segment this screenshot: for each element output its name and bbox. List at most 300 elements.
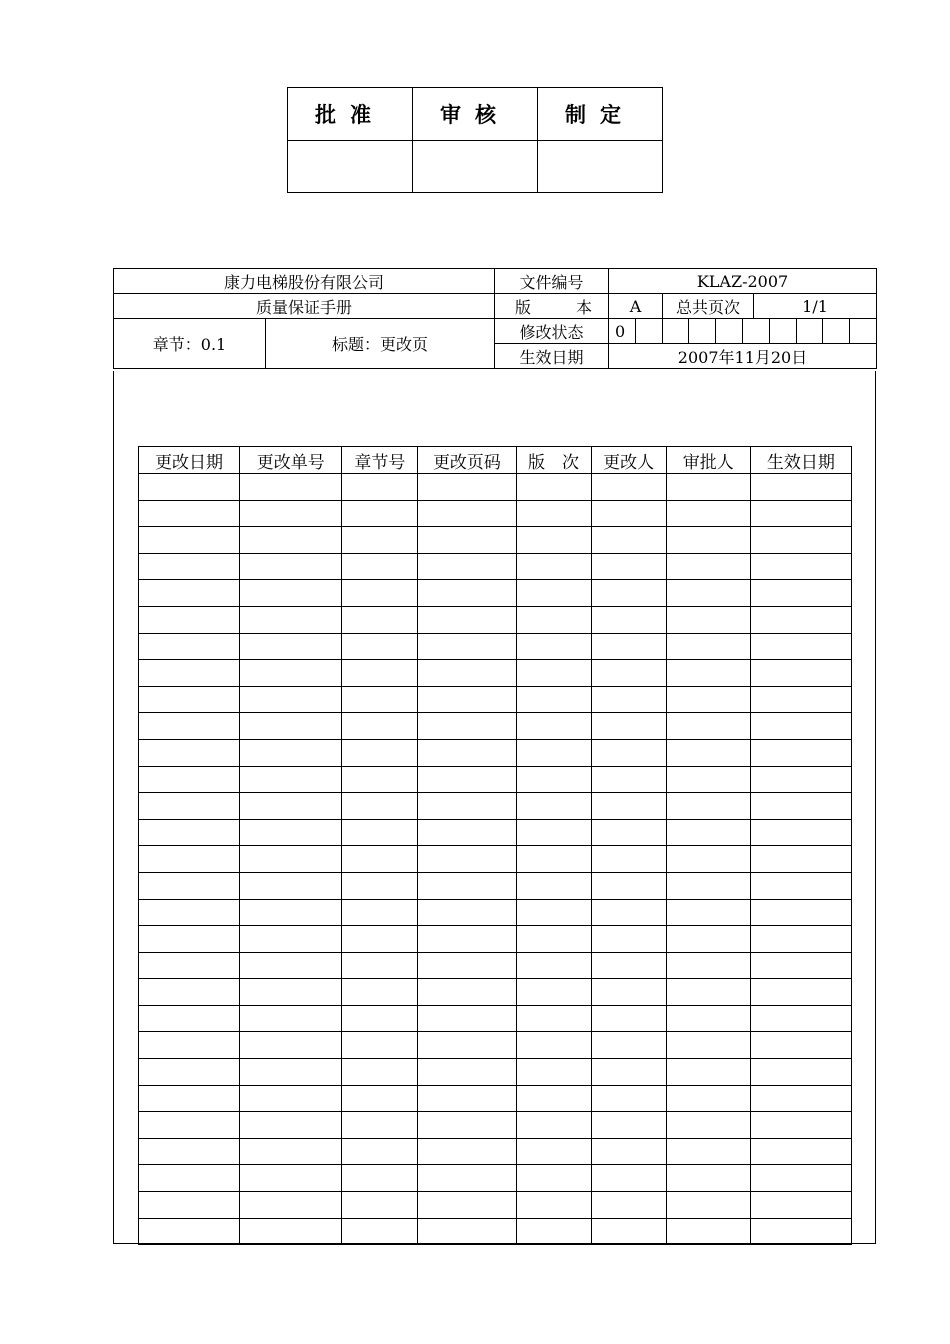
table-row [139,660,852,687]
table-cell[interactable] [516,606,591,633]
table-cell[interactable] [418,1085,516,1112]
table-cell[interactable] [516,739,591,766]
table-cell[interactable] [240,1059,342,1086]
table-cell[interactable] [591,739,666,766]
table-cell[interactable] [418,474,516,501]
table-cell[interactable] [591,872,666,899]
table-cell[interactable] [342,713,418,740]
table-row [139,686,852,713]
table-cell[interactable] [342,952,418,979]
table-cell[interactable] [666,819,750,846]
column-header: 版 次 [516,447,591,474]
table-cell[interactable] [591,899,666,926]
table-cell[interactable] [666,1032,750,1059]
version-label: 版 本 [495,294,609,319]
table-cell[interactable] [342,1218,418,1245]
table-cell[interactable] [666,1192,750,1219]
table-cell[interactable] [342,846,418,873]
table-cell[interactable] [750,739,851,766]
doc-no-value: KLAZ-2007 [609,269,877,294]
table-row [139,819,852,846]
table-cell[interactable] [666,686,750,713]
table-cell[interactable] [240,766,342,793]
table-cell[interactable] [750,686,851,713]
table-cell[interactable] [418,1005,516,1032]
table-row [139,1005,852,1032]
table-cell[interactable] [666,1085,750,1112]
table-cell[interactable] [240,1192,342,1219]
revision-box [849,319,876,343]
table-cell[interactable] [139,553,240,580]
company-name: 康力电梯股份有限公司 [114,269,495,294]
table-cell[interactable] [139,1218,240,1245]
table-cell[interactable] [240,979,342,1006]
table-cell[interactable] [418,766,516,793]
table-row [139,1138,852,1165]
table-cell[interactable] [591,926,666,953]
table-cell[interactable] [240,1032,342,1059]
table-row [139,1218,852,1245]
table-cell[interactable] [750,527,851,554]
prepare-sign-cell[interactable] [538,141,663,193]
table-row [139,713,852,740]
change-log-header [139,447,852,474]
table-cell[interactable] [418,872,516,899]
table-cell[interactable] [591,1059,666,1086]
table-cell[interactable] [342,739,418,766]
table-cell[interactable] [240,739,342,766]
table-cell[interactable] [516,819,591,846]
table-cell[interactable] [516,686,591,713]
table-cell[interactable] [342,580,418,607]
table-cell[interactable] [750,979,851,1006]
table-cell[interactable] [342,1138,418,1165]
table-row [139,553,852,580]
table-cell[interactable] [516,1138,591,1165]
table-cell[interactable] [750,1165,851,1192]
table-cell[interactable] [139,606,240,633]
table-cell[interactable] [342,872,418,899]
table-cell[interactable] [418,793,516,820]
table-cell[interactable] [240,899,342,926]
table-cell[interactable] [418,979,516,1006]
table-cell[interactable] [750,713,851,740]
table-cell[interactable] [666,1112,750,1139]
table-cell[interactable] [418,580,516,607]
table-cell[interactable] [139,1085,240,1112]
table-cell[interactable] [342,766,418,793]
table-cell[interactable] [516,766,591,793]
table-cell[interactable] [240,500,342,527]
table-cell[interactable] [139,686,240,713]
pages-label: 总共页次 [663,294,754,319]
table-cell[interactable] [666,1138,750,1165]
column-header: 生效日期 [750,447,851,474]
table-cell[interactable] [591,766,666,793]
table-cell[interactable] [418,553,516,580]
table-cell[interactable] [240,1112,342,1139]
table-row [139,500,852,527]
prepare-header: 制定 [538,88,663,141]
table-cell[interactable] [591,952,666,979]
table-row [139,527,852,554]
table-cell[interactable] [591,713,666,740]
table-cell[interactable] [139,979,240,1006]
review-sign-cell[interactable] [413,141,538,193]
table-cell[interactable] [342,500,418,527]
table-cell[interactable] [591,1192,666,1219]
table-cell[interactable] [240,713,342,740]
table-cell[interactable] [139,1165,240,1192]
table-cell[interactable] [591,1112,666,1139]
table-cell[interactable] [591,660,666,687]
table-cell[interactable] [666,580,750,607]
revision-box [635,319,662,343]
table-row [139,606,852,633]
table-cell[interactable] [418,1112,516,1139]
table-cell[interactable] [139,926,240,953]
table-cell[interactable] [591,793,666,820]
table-row [139,793,852,820]
table-cell[interactable] [516,846,591,873]
table-cell[interactable] [666,713,750,740]
table-cell[interactable] [342,926,418,953]
table-cell[interactable] [240,553,342,580]
table-cell[interactable] [591,606,666,633]
table-row [139,633,852,660]
revision-box: 0 [615,321,626,341]
table-cell[interactable] [342,1059,418,1086]
revision-label: 修改状态 [495,319,609,344]
table-cell[interactable] [240,686,342,713]
table-cell[interactable] [418,606,516,633]
table-cell[interactable] [139,500,240,527]
table-cell[interactable] [666,527,750,554]
table-cell[interactable] [418,1032,516,1059]
title-cell: 标题：更改页 [266,319,495,369]
table-cell[interactable] [240,926,342,953]
table-row [139,1032,852,1059]
table-cell[interactable] [516,1218,591,1245]
change-log-table [138,446,852,1245]
table-row [139,1112,852,1139]
table-cell[interactable] [139,899,240,926]
table-cell[interactable] [342,819,418,846]
table-cell[interactable] [666,952,750,979]
table-cell[interactable] [591,819,666,846]
table-cell[interactable] [139,660,240,687]
table-cell[interactable] [591,1218,666,1245]
table-cell[interactable] [139,633,240,660]
table-cell[interactable] [750,872,851,899]
table-cell[interactable] [591,1165,666,1192]
effective-date: 2007年11月20日 [609,344,877,369]
table-cell[interactable] [139,1059,240,1086]
table-cell[interactable] [342,660,418,687]
table-cell[interactable] [342,1112,418,1139]
table-cell[interactable] [418,819,516,846]
chapter-cell: 章节：0.1 [114,319,266,369]
table-cell[interactable] [342,1192,418,1219]
table-cell[interactable] [591,979,666,1006]
table-cell[interactable] [418,899,516,926]
table-cell[interactable] [750,793,851,820]
table-cell[interactable] [516,713,591,740]
table-cell[interactable] [139,739,240,766]
table-row [139,1165,852,1192]
table-cell[interactable] [240,606,342,633]
revision-box [822,319,849,343]
table-cell[interactable] [418,660,516,687]
table-cell[interactable] [418,952,516,979]
table-cell[interactable] [591,500,666,527]
table-cell[interactable] [240,1138,342,1165]
pages-value: 1/1 [754,294,877,319]
table-cell[interactable] [139,766,240,793]
table-cell[interactable] [516,979,591,1006]
table-cell[interactable] [750,1059,851,1086]
table-cell[interactable] [139,474,240,501]
table-cell[interactable] [516,872,591,899]
table-cell[interactable] [666,1218,750,1245]
table-cell[interactable] [342,1005,418,1032]
table-cell[interactable] [666,872,750,899]
table-cell[interactable] [342,686,418,713]
table-row [139,899,852,926]
table-row [139,580,852,607]
table-cell[interactable] [591,1085,666,1112]
table-cell[interactable] [666,926,750,953]
revision-box [662,319,689,343]
table-cell[interactable] [666,500,750,527]
table-cell[interactable] [418,527,516,554]
table-cell[interactable] [750,1085,851,1112]
table-cell[interactable] [516,500,591,527]
effective-label: 生效日期 [495,344,609,369]
table-cell[interactable] [240,1085,342,1112]
table-cell[interactable] [418,686,516,713]
table-row [139,1192,852,1219]
table-cell[interactable] [591,1032,666,1059]
table-cell[interactable] [516,1165,591,1192]
manual-title: 质量保证手册 [114,294,495,319]
table-cell[interactable] [418,713,516,740]
table-cell[interactable] [240,819,342,846]
table-cell[interactable] [591,580,666,607]
table-cell[interactable] [342,793,418,820]
column-header: 更改人 [591,447,666,474]
doc-no-label: 文件编号 [495,269,609,294]
table-cell[interactable] [342,633,418,660]
table-cell[interactable] [418,846,516,873]
version-value: A [609,294,663,319]
table-cell[interactable] [342,606,418,633]
table-cell[interactable] [342,1165,418,1192]
column-header: 章节号 [342,447,418,474]
table-cell[interactable] [516,580,591,607]
table-cell[interactable] [666,899,750,926]
table-cell[interactable] [516,1192,591,1219]
table-cell[interactable] [666,1165,750,1192]
table-cell[interactable] [342,899,418,926]
table-cell[interactable] [750,1218,851,1245]
revision-box [688,319,715,343]
approve-sign-cell[interactable] [288,141,413,193]
table-row [139,952,852,979]
revision-box [715,319,742,343]
table-row [139,846,852,873]
table-cell[interactable] [139,1112,240,1139]
table-row [139,1059,852,1086]
table-cell[interactable] [666,633,750,660]
table-cell[interactable] [418,1218,516,1245]
table-cell[interactable] [418,1165,516,1192]
table-cell[interactable] [240,1165,342,1192]
table-cell[interactable] [139,580,240,607]
table-cell[interactable] [516,1059,591,1086]
table-cell[interactable] [750,1192,851,1219]
table-cell[interactable] [666,846,750,873]
revision-box [769,319,796,343]
table-cell[interactable] [750,553,851,580]
table-cell[interactable] [240,846,342,873]
column-header: 更改单号 [240,447,342,474]
table-cell[interactable] [516,1112,591,1139]
table-cell[interactable] [666,979,750,1006]
table-row [139,1085,852,1112]
column-header: 更改日期 [139,447,240,474]
table-cell[interactable] [750,1005,851,1032]
table-cell[interactable] [516,793,591,820]
table-cell[interactable] [516,527,591,554]
table-cell[interactable] [418,1059,516,1086]
table-cell[interactable] [591,553,666,580]
table-cell[interactable] [750,899,851,926]
column-header: 审批人 [666,447,750,474]
table-cell[interactable] [139,819,240,846]
document-header [113,268,877,369]
table-cell[interactable] [666,739,750,766]
table-cell[interactable] [591,686,666,713]
table-cell[interactable] [750,1032,851,1059]
table-cell[interactable] [750,474,851,501]
revision-box [742,319,769,343]
table-cell[interactable] [342,979,418,1006]
table-row [139,979,852,1006]
table-cell[interactable] [750,846,851,873]
table-cell[interactable] [342,553,418,580]
table-cell[interactable] [516,952,591,979]
table-cell[interactable] [516,553,591,580]
table-cell[interactable] [516,899,591,926]
revision-state [609,319,877,344]
table-cell[interactable] [516,1032,591,1059]
table-cell[interactable] [591,1138,666,1165]
table-cell[interactable] [750,766,851,793]
table-cell[interactable] [591,474,666,501]
table-cell[interactable] [139,527,240,554]
table-cell[interactable] [750,500,851,527]
table-cell[interactable] [591,527,666,554]
table-cell[interactable] [750,926,851,953]
table-cell[interactable] [240,872,342,899]
table-cell[interactable] [139,1192,240,1219]
table-cell[interactable] [516,660,591,687]
table-cell[interactable] [516,474,591,501]
table-cell[interactable] [666,660,750,687]
table-cell[interactable] [418,739,516,766]
table-cell[interactable] [418,500,516,527]
change-log-body [139,474,852,1245]
table-cell[interactable] [666,1059,750,1086]
table-cell[interactable] [418,1138,516,1165]
table-row [139,926,852,953]
table-cell[interactable] [139,872,240,899]
table-cell[interactable] [139,846,240,873]
table-cell[interactable] [666,474,750,501]
table-cell[interactable] [240,580,342,607]
review-header: 审核 [413,88,538,141]
table-cell[interactable] [750,952,851,979]
approval-table [287,87,663,193]
table-cell[interactable] [591,1005,666,1032]
table-cell[interactable] [666,766,750,793]
table-row [139,872,852,899]
table-cell[interactable] [240,1218,342,1245]
table-cell[interactable] [750,660,851,687]
table-cell[interactable] [418,633,516,660]
table-cell[interactable] [591,633,666,660]
table-cell[interactable] [666,606,750,633]
table-cell[interactable] [750,819,851,846]
table-cell[interactable] [418,926,516,953]
table-cell[interactable] [750,1138,851,1165]
table-cell[interactable] [342,527,418,554]
table-cell[interactable] [516,926,591,953]
table-cell[interactable] [240,633,342,660]
table-cell[interactable] [139,713,240,740]
table-cell[interactable] [418,1192,516,1219]
table-cell[interactable] [750,633,851,660]
table-cell[interactable] [516,633,591,660]
table-cell[interactable] [139,1005,240,1032]
table-cell[interactable] [666,793,750,820]
table-cell[interactable] [750,1112,851,1139]
table-cell[interactable] [139,1138,240,1165]
table-cell[interactable] [750,580,851,607]
table-cell[interactable] [139,952,240,979]
table-cell[interactable] [240,527,342,554]
table-cell[interactable] [240,1005,342,1032]
table-cell[interactable] [139,1032,240,1059]
table-row [139,766,852,793]
table-cell[interactable] [240,793,342,820]
table-cell[interactable] [750,606,851,633]
table-cell[interactable] [666,1005,750,1032]
table-cell[interactable] [342,1085,418,1112]
table-cell[interactable] [139,793,240,820]
table-cell[interactable] [240,952,342,979]
table-cell[interactable] [591,846,666,873]
table-cell[interactable] [240,660,342,687]
table-cell[interactable] [342,474,418,501]
table-cell[interactable] [516,1085,591,1112]
table-cell[interactable] [516,1005,591,1032]
table-cell[interactable] [666,553,750,580]
table-cell[interactable] [342,1032,418,1059]
approve-header: 批准 [288,88,413,141]
table-cell[interactable] [240,474,342,501]
